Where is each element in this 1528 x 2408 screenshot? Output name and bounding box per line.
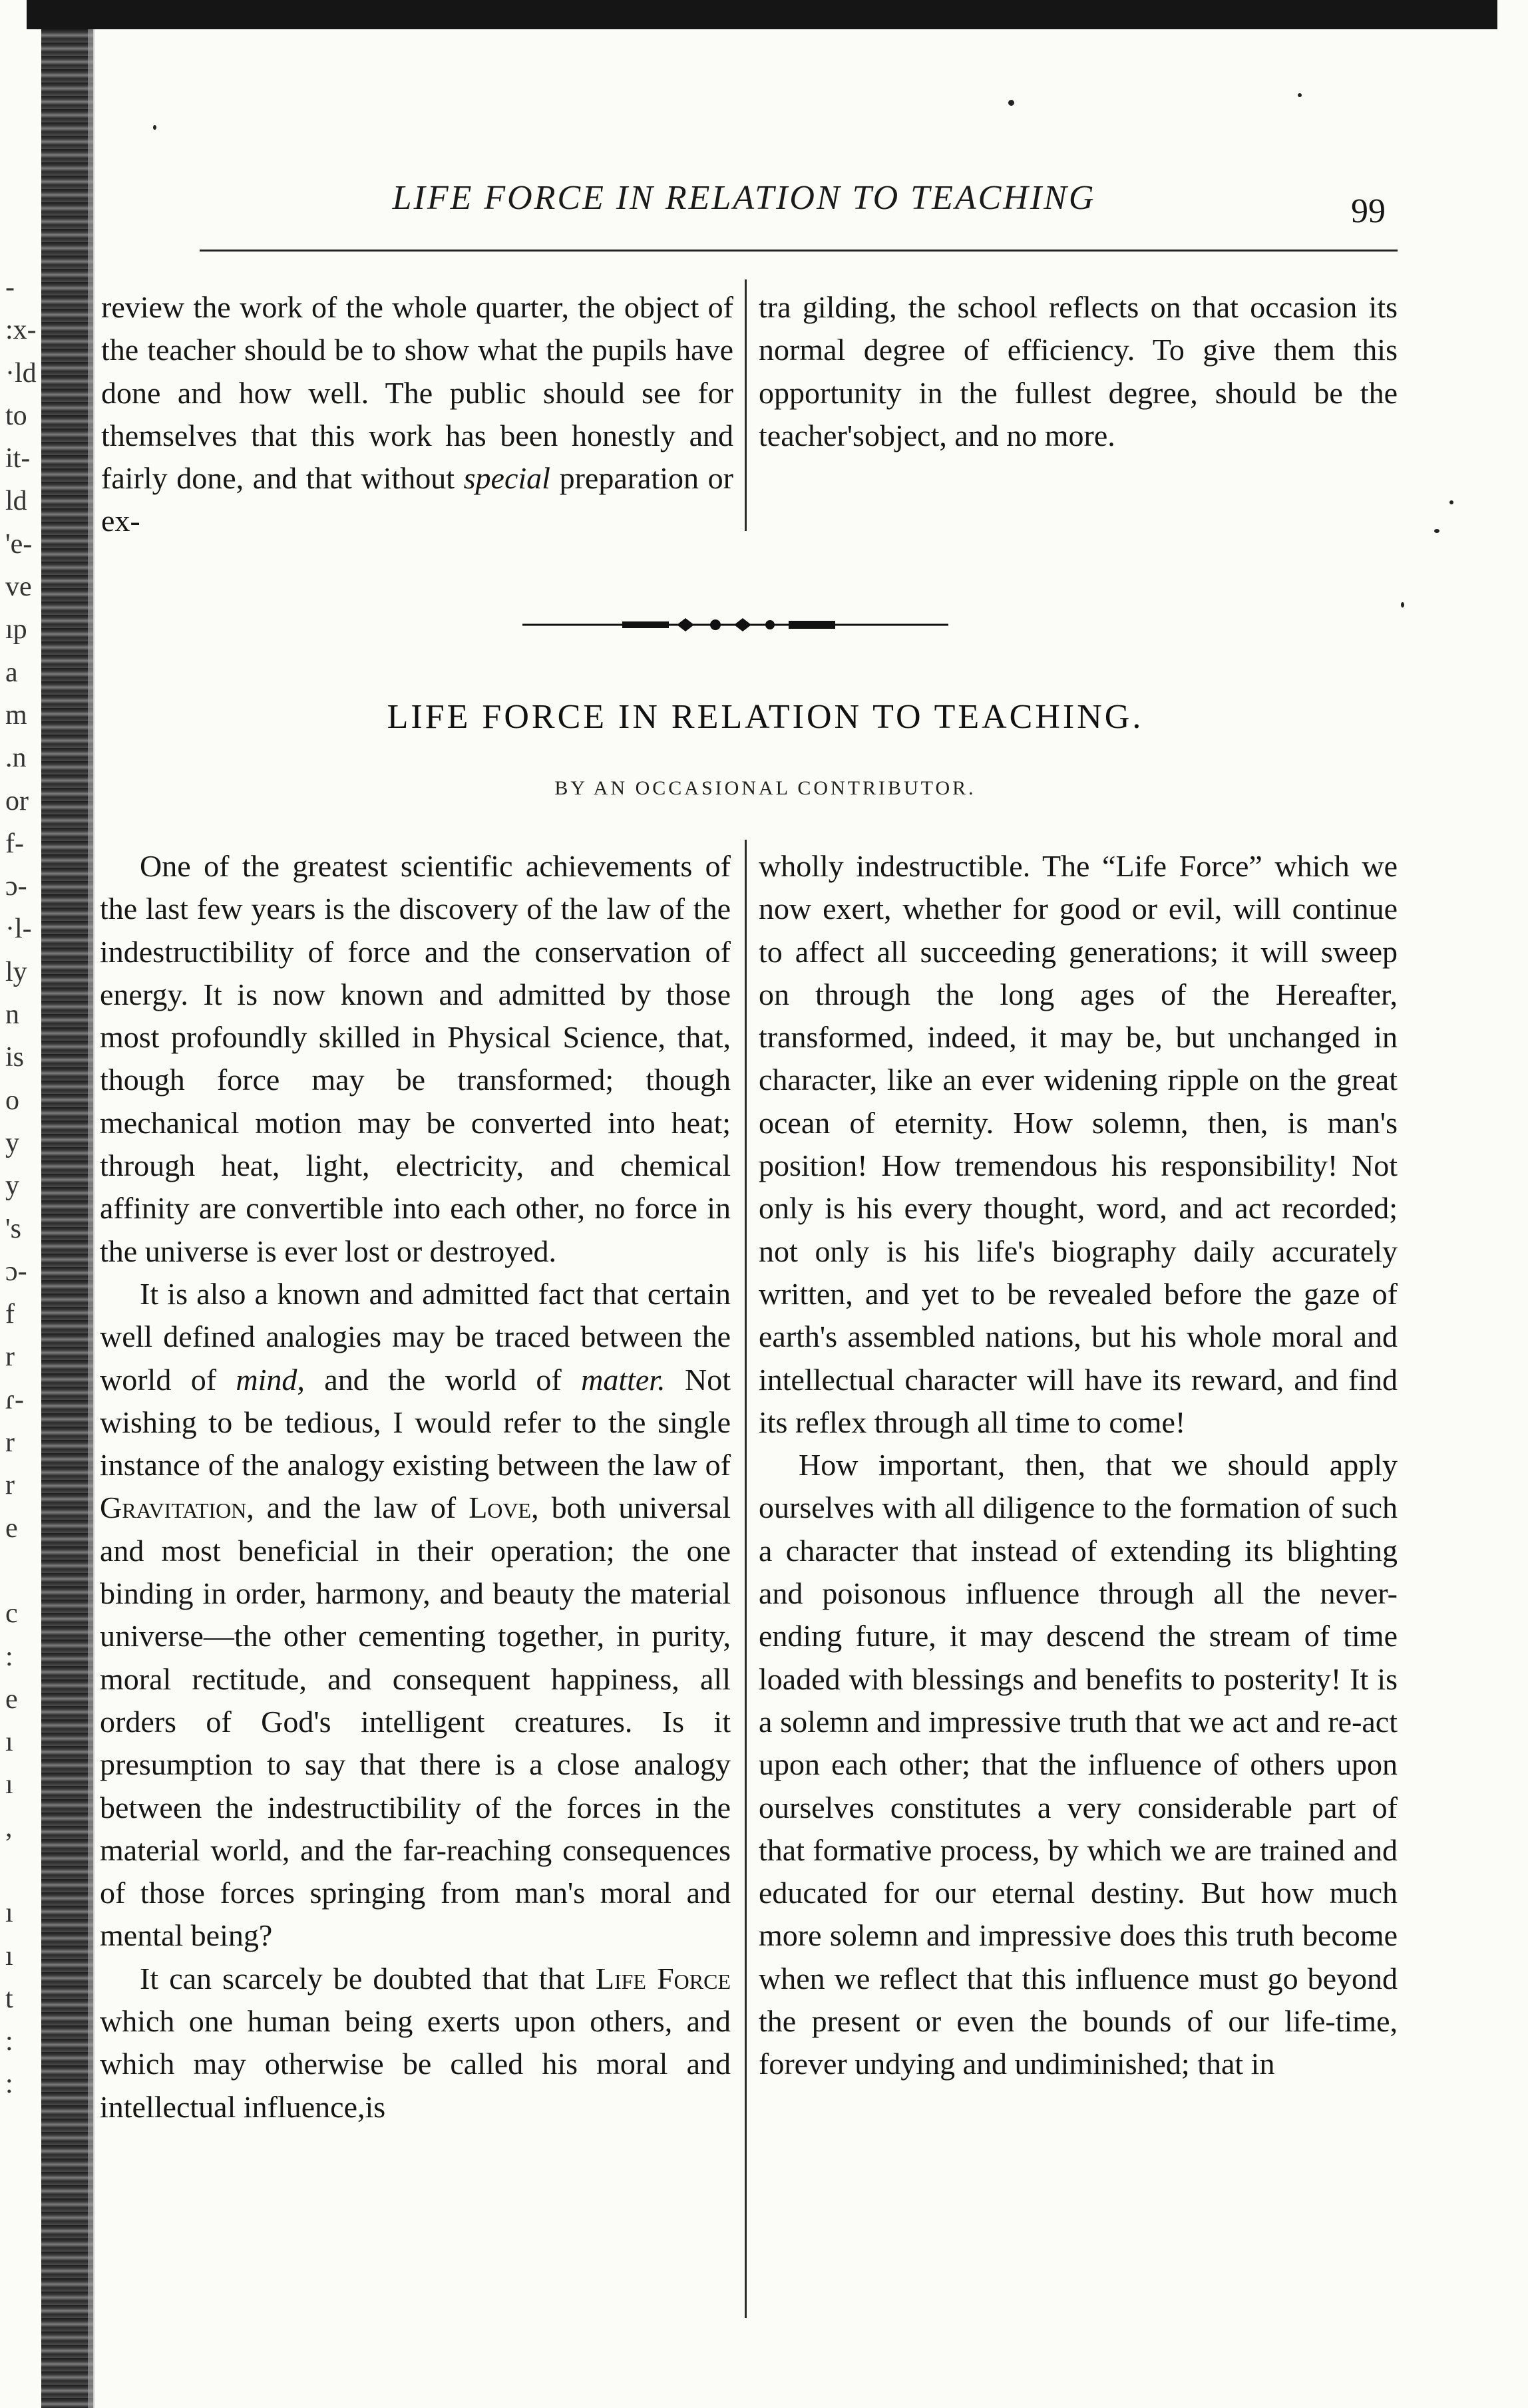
article-title: LIFE FORCE IN RELATION TO TEACHING. (387, 698, 1144, 736)
margin-fragment: ɔ- (5, 871, 27, 902)
margin-fragment: m (5, 699, 27, 731)
margin-fragment: ı (5, 1769, 13, 1801)
margin-fragment: t (5, 1983, 13, 2014)
margin-fragment: ɔ- (5, 1256, 27, 1287)
margin-fragment: ɾ- (5, 1384, 24, 1415)
text-run: It is also a known and admitted fact that certain well defined analogies may be traced between the world of (100, 1276, 731, 1397)
column-divider (745, 840, 747, 2318)
paragraph (759, 845, 1398, 1444)
column-divider (745, 279, 747, 531)
margin-fragment: n (5, 999, 19, 1031)
paragraph (100, 845, 731, 1273)
book-gutter-shadow (41, 29, 93, 2408)
margin-fragment: is (5, 1042, 25, 1073)
emphasis-text: mind, (236, 1362, 305, 1397)
article-right-column (759, 845, 1398, 2086)
page-number: 99 (1351, 192, 1386, 230)
text-run: tra gilding, the school reflects on that occasion its normal degree of efficiency. To give them this opportunity in the fullest degree, should be the teacher'sobject, and no more. (759, 290, 1398, 452)
margin-fragment: - (5, 272, 15, 303)
text-run: Not wishing to be tedious, I would refer to the single instance of the analogy existing between the law of (100, 1362, 731, 1482)
section-ornament (522, 613, 948, 637)
text-run: , and the law of (246, 1490, 469, 1525)
small-caps-text: Love (469, 1490, 532, 1525)
margin-fragment: .n (5, 743, 27, 774)
margin-fragment: c (5, 1598, 18, 1630)
margin-fragment: or (5, 785, 29, 816)
margin-fragment: y (5, 1170, 19, 1202)
margin-fragment: a (5, 657, 18, 688)
margin-fragment: ı (5, 1940, 13, 1972)
margin-fragment: : (5, 2069, 13, 2100)
margin-fragment: it- (5, 443, 31, 474)
margin-fragment: ld (5, 486, 27, 517)
paragraph (759, 286, 1398, 457)
facing-page-fragments (0, 266, 40, 2149)
emphasis-text: matter. (581, 1362, 666, 1397)
text-run: preparation or ex- (101, 461, 733, 538)
margin-fragment: y (5, 1127, 19, 1158)
margin-fragment: o (5, 1085, 19, 1116)
margin-fragment: e (5, 1512, 18, 1544)
margin-fragment: : (5, 1641, 13, 1672)
text-run: review the work of the whole quarter, the object of the teacher should be to show what the pupils have done and how well. The public should see for themselves that this work has been honestly and fairly done, and that without (101, 290, 733, 496)
margin-fragment: ·ld (5, 357, 37, 389)
previous-article-right-column (759, 286, 1398, 457)
text-run: , both universal and most beneficial in their operation; the one binding in order, harmony, and beauty the material universe—the other cementing together, in purity, moral rectitude, and consequent happiness, all orders of God's intelligent creatures. Is it presumption to say that there is a close analogy between the indestructibility of the forces in the material world, and the far-reaching consequences of those forces springing from man's moral and mental being? (100, 1490, 731, 1953)
gutter-edge (88, 29, 95, 2408)
small-caps-text: Gravitation (100, 1490, 247, 1525)
margin-fragment: r (5, 1427, 15, 1459)
margin-fragment: f- (5, 828, 24, 859)
margin-fragment (0, 2106, 40, 2149)
text-run: How important, then, that we should apply ourselves with all diligence to the formation of such a character that instead of extending its blighting and poisonous influence through all the never-ending future, it may descend the stream of time loaded with blessings and benefits to posterity! It is a solemn and impressive truth that we act and re-act upon each other; that the influence of others upon ourselves constitutes a very considerable part of that formative process, by which we are trained and educated for our eternal destiny. But how much more solemn and impressive does this truth become when we reflect that this influence must go beyond the present or even the bounds of our life-time, forever undying and undiminished; that in (759, 1448, 1398, 2081)
margin-fragment: e (5, 1683, 18, 1715)
paragraph (759, 1444, 1398, 2085)
margin-fragment: 'e- (5, 528, 33, 560)
margin-fragment: : (5, 2026, 13, 2057)
margin-fragment: ı (5, 1898, 13, 1929)
margin-fragment: r (5, 1341, 15, 1373)
text-run: It can scarcely be doubted that that (140, 1961, 596, 1995)
paragraph (100, 1273, 731, 1958)
margin-fragment: :x- (5, 315, 37, 346)
margin-fragment: ı (5, 1727, 13, 1758)
text-run: and the world of (304, 1362, 582, 1397)
scan-top-edge (27, 0, 1497, 29)
text-run: which one human being exerts upon others, and which may otherwise be called his moral and intellectual influence,is (100, 2004, 731, 2124)
margin-fragment: to (5, 400, 27, 431)
margin-fragment (0, 1849, 40, 1892)
margin-fragment: ly (5, 956, 27, 987)
running-head-title: LIFE FORCE IN RELATION TO TEACHING (392, 179, 1096, 217)
text-run: wholly indestructible. The “Life Force” which we now exert, whether for good or evil, will continue to affect all succeeding generations; it will sweep on through the long ages of the Hereafter, transformed, indeed, it may be, but unchanged in character, like an ever widening ripple on the great ocean of eternity. How solemn, then, is man's position! How tremendous his responsibility! Not only is his every thought, word, and act recorded; not only is his life's biography daily accurately written, and yet to be revealed before the gaze of earth's assembled nations, but his whole moral and intellectual character will have its reward, and find its reflex through all time to come! (759, 849, 1398, 1439)
previous-article-left-column (101, 286, 733, 543)
article-left-column (100, 845, 731, 2129)
margin-fragment: f (5, 1299, 15, 1330)
margin-fragment: 's (5, 1213, 21, 1244)
article-byline: BY AN OCCASIONAL CONTRIBUTOR. (554, 777, 976, 799)
text-run: One of the greatest scientific achievements of the last few years is the discovery of the law of the indestructibility of force and the conservation of energy. It is now known and admitted by those most profoundly skilled in Physical Science, that, though force may be transformed; though mechanical motion may be converted into heat; through heat, light, electricity, and chemical affinity are convertible into each other, no force in the universe is ever lost or destroyed. (100, 849, 731, 1268)
margin-fragment: , (5, 1812, 13, 1843)
margin-fragment: r (5, 1470, 15, 1501)
margin-fragment (0, 1550, 40, 1592)
margin-fragment: ıp (5, 614, 27, 645)
margin-fragment: ve (5, 572, 32, 603)
small-caps-text: Life Force (595, 1961, 731, 1995)
margin-fragment: ·l- (5, 914, 32, 945)
emphasis-text: special (463, 461, 550, 496)
paragraph (100, 1958, 731, 2129)
header-rule (200, 250, 1398, 252)
paragraph (101, 286, 733, 543)
